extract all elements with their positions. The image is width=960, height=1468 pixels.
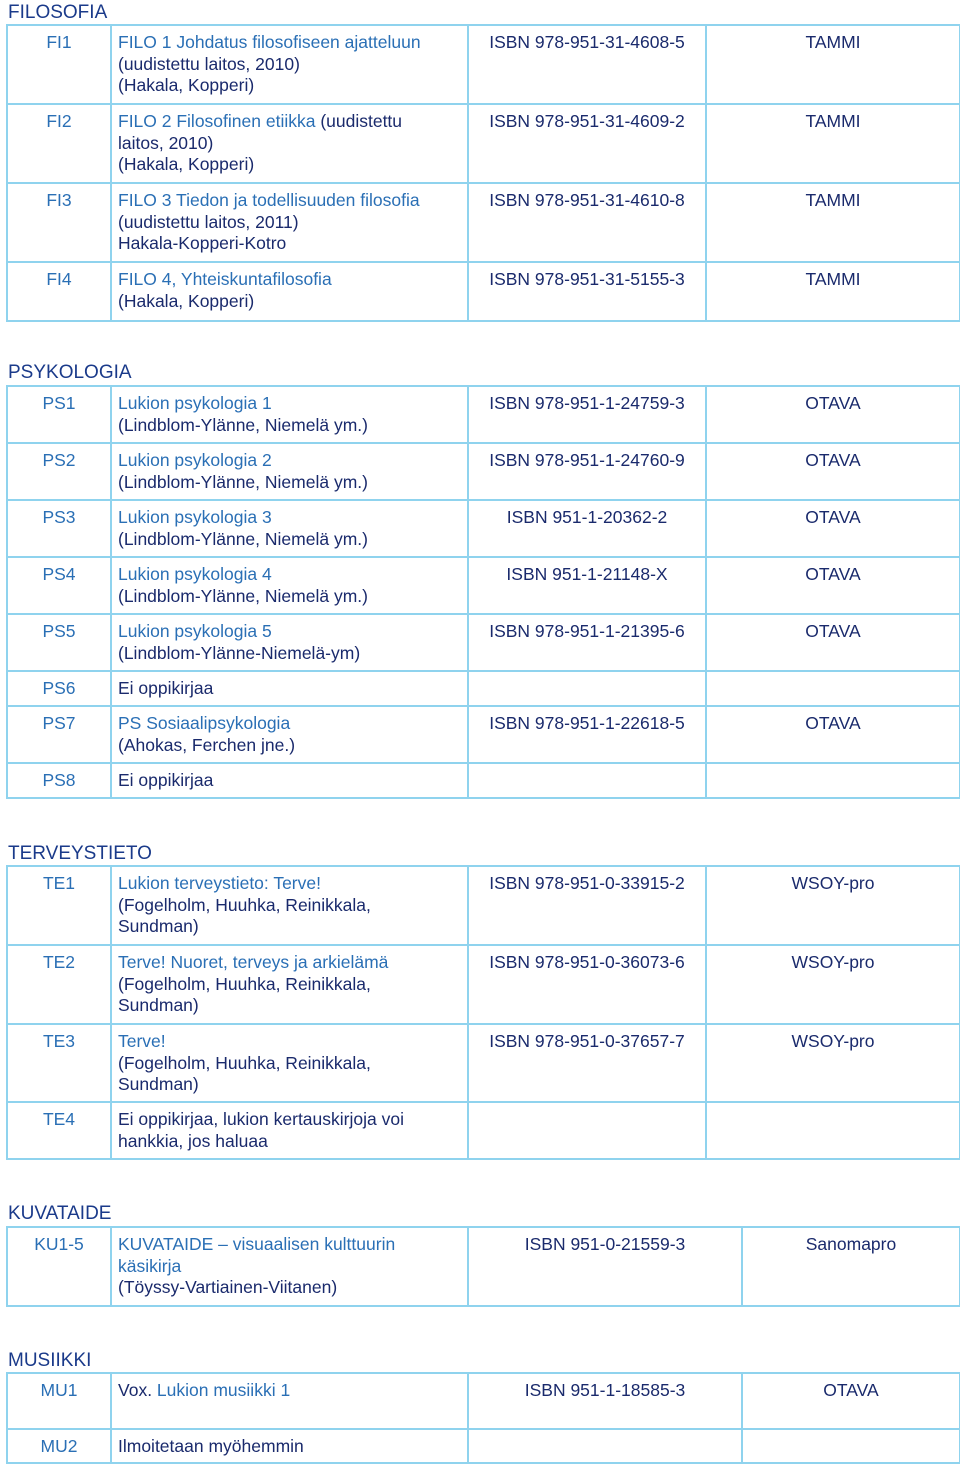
book-title-text: (uudistettu laitos, 2011) [118, 211, 299, 232]
publisher [707, 672, 960, 707]
publisher: OTAVA [707, 707, 960, 764]
book-title-text: Ei oppikirjaa [118, 678, 214, 698]
book-title-text: FILO 2 Filosofinen etiikka [118, 111, 321, 131]
book-title-text: (Lindblom-Ylänne, Niemelä ym.) [118, 585, 368, 606]
book-title-line [118, 1277, 461, 1299]
publisher: OTAVA [707, 558, 960, 615]
book-title-line [118, 233, 461, 255]
course-code: TE4 [8, 1103, 112, 1160]
publisher: TAMMI [707, 263, 960, 322]
book-title-text: Hakala-Kopperi-Kotro [118, 233, 287, 253]
book-title [112, 26, 469, 105]
table-row [8, 1430, 960, 1464]
publisher [707, 764, 960, 799]
book-title-text: FILO 1 Johdatus filosofiseen ajatteluun [118, 32, 421, 52]
book-title-text: PS Sosiaalipsykologia [118, 713, 291, 733]
book-title-line [118, 415, 461, 437]
book-title-text: (Hakala, Kopperi) [118, 154, 255, 174]
book-title-line [118, 393, 461, 415]
book-title [112, 444, 469, 501]
book-title-text: Vox. [118, 1380, 157, 1400]
publisher: OTAVA [707, 444, 960, 501]
book-title [112, 387, 469, 444]
book-title-text: FILO 3 Tiedon ja todellisuuden filosofia [118, 190, 420, 210]
table-row [8, 387, 960, 444]
table-row [8, 764, 960, 799]
table-row [8, 105, 960, 184]
book-title-text: (Ahokas, Ferchen jne.) [118, 734, 296, 755]
table-row [8, 558, 960, 615]
publisher: TAMMI [707, 26, 960, 105]
book-title-line [118, 1256, 461, 1278]
book-title-text: KUVATAIDE – visuaalisen kulttuurin [118, 1234, 396, 1254]
isbn: ISBN 951-1-21148-X [469, 558, 707, 615]
book-title-text: Lukion psykologia 1 [118, 393, 272, 413]
isbn: ISBN 978-951-0-37657-7 [469, 1025, 707, 1103]
publisher: Sanomapro [743, 1228, 960, 1307]
course-code: FI3 [8, 184, 112, 263]
publisher: OTAVA [707, 615, 960, 672]
table-row [8, 1374, 960, 1430]
section-title-musiikki: MUSIIKKI [8, 1350, 92, 1371]
course-code: PS2 [8, 444, 112, 501]
table-row [8, 501, 960, 558]
book-title-line [118, 32, 461, 54]
course-code: PS8 [8, 764, 112, 799]
table-row [8, 615, 960, 672]
book-title-line [118, 564, 461, 586]
table-row [8, 672, 960, 707]
book-title-line [118, 154, 461, 176]
section-title-filosofia: FILOSOFIA [8, 2, 108, 23]
book-title-line [118, 1074, 461, 1096]
book-title-line [118, 621, 461, 643]
book-title [112, 764, 469, 799]
course-code: MU2 [8, 1430, 112, 1464]
publisher: TAMMI [707, 184, 960, 263]
book-title [112, 558, 469, 615]
book-title [112, 615, 469, 672]
book-title-line [118, 713, 461, 735]
book-title-line [118, 54, 461, 76]
table-row [8, 867, 960, 946]
table-row [8, 444, 960, 501]
isbn [469, 764, 707, 799]
publisher: WSOY-pro [707, 1025, 960, 1103]
book-title-text: (Fogelholm, Huuhka, Reinikkala, [118, 894, 371, 915]
book-title [112, 672, 469, 707]
table-kuvataide [6, 1226, 960, 1307]
book-title-text: Sundman) [118, 1074, 199, 1094]
course-code: FI1 [8, 26, 112, 105]
publisher: TAMMI [707, 105, 960, 184]
book-title-text: Ei oppikirjaa [118, 770, 214, 790]
book-title-text: (Fogelholm, Huuhka, Reinikkala, [118, 973, 371, 994]
isbn: ISBN 978-951-0-33915-2 [469, 867, 707, 946]
book-title [112, 946, 469, 1025]
book-title-line [118, 1031, 461, 1053]
book-title-line [118, 995, 461, 1017]
course-code: KU1-5 [8, 1228, 112, 1307]
isbn: ISBN 951-0-21559-3 [469, 1228, 743, 1307]
isbn: ISBN 978-951-1-21395-6 [469, 615, 707, 672]
book-title-line [118, 770, 461, 792]
course-code: PS5 [8, 615, 112, 672]
table-row [8, 1103, 960, 1160]
publisher: OTAVA [707, 387, 960, 444]
book-title-line [118, 873, 461, 895]
book-title-line [118, 133, 461, 155]
section-title-kuvataide: KUVATAIDE [8, 1203, 112, 1224]
book-title-text: Lukion musiikki 1 [156, 1380, 291, 1400]
book-title-text: Terve! [118, 1031, 166, 1051]
course-code: TE2 [8, 946, 112, 1025]
book-title-text: Lukion psykologia 5 [118, 621, 272, 641]
publisher: WSOY-pro [707, 867, 960, 946]
book-title-text: Lukion psykologia 2 [118, 450, 272, 470]
course-code: FI2 [8, 105, 112, 184]
book-title-line [118, 1234, 461, 1256]
book-title-line [118, 916, 461, 938]
course-code: PS4 [8, 558, 112, 615]
book-title-line [118, 895, 461, 917]
book-title-line [118, 974, 461, 996]
table-terveystieto [6, 865, 960, 1160]
book-title [112, 501, 469, 558]
book-title-line [118, 1109, 461, 1131]
book-title-text: FILO 4, Yhteiskuntafilosofia [118, 269, 332, 289]
isbn: ISBN 978-951-31-4609-2 [469, 105, 707, 184]
table-musiikki [6, 1372, 960, 1464]
book-title-text: hankkia, jos haluaa [118, 1130, 268, 1151]
book-title [112, 1228, 469, 1307]
publisher: OTAVA [707, 501, 960, 558]
book-title-line [118, 190, 461, 212]
book-title-line [118, 75, 461, 97]
book-title-line [118, 111, 461, 133]
isbn: ISBN 978-951-31-4610-8 [469, 184, 707, 263]
book-title [112, 707, 469, 764]
book-title-text: käsikirja [118, 1255, 182, 1276]
book-title-text: Lukion psykologia 3 [118, 507, 272, 527]
book-title-text: (Fogelholm, Huuhka, Reinikkala, [118, 1052, 371, 1073]
section-title-psykologia: PSYKOLOGIA [8, 362, 132, 383]
book-title-text: (Lindblom-Ylänne, Niemelä ym.) [118, 414, 368, 435]
course-code: PS7 [8, 707, 112, 764]
book-title-line [118, 1380, 461, 1402]
book-title [112, 1374, 469, 1430]
book-title-text: (Lindblom-Ylänne, Niemelä ym.) [118, 528, 368, 549]
table-row [8, 707, 960, 764]
table-row [8, 26, 960, 105]
book-title-text: Lukion psykologia 4 [118, 564, 272, 584]
book-title [112, 867, 469, 946]
book-title-line [118, 1053, 461, 1075]
course-code: TE1 [8, 867, 112, 946]
table-row [8, 184, 960, 263]
book-title-text: (Töyssy-Vartiainen-Viitanen) [118, 1277, 338, 1297]
book-title [112, 184, 469, 263]
publisher: OTAVA [743, 1374, 960, 1430]
book-title-line [118, 269, 461, 291]
book-title-line [118, 529, 461, 551]
book-title-line [118, 678, 461, 700]
isbn: ISBN 978-951-31-4608-5 [469, 26, 707, 105]
table-row [8, 1025, 960, 1103]
book-title-text: Sundman) [118, 916, 199, 936]
book-title-line [118, 472, 461, 494]
publisher [743, 1430, 960, 1464]
course-code: PS6 [8, 672, 112, 707]
book-title-text: (Hakala, Kopperi) [118, 290, 255, 311]
book-title-text: Ei oppikirjaa, lukion kertauskirjoja voi [118, 1109, 404, 1129]
isbn [469, 1103, 707, 1160]
book-title-text: laitos, 2010) [118, 132, 214, 153]
book-title-line [118, 586, 461, 608]
isbn: ISBN 951-1-18585-3 [469, 1374, 743, 1430]
book-title [112, 1103, 469, 1160]
book-title-text: (uudistettu laitos, 2010) [118, 53, 300, 74]
book-title-line [118, 450, 461, 472]
book-title-text: (uudistettu [320, 111, 403, 131]
course-code: TE3 [8, 1025, 112, 1103]
book-title-line [118, 212, 461, 234]
book-title [112, 105, 469, 184]
publisher [707, 1103, 960, 1160]
book-title-line [118, 507, 461, 529]
book-title-text: (Hakala, Kopperi) [118, 75, 255, 95]
book-title-text: Ilmoitetaan myöhemmin [118, 1436, 304, 1456]
book-title [112, 1025, 469, 1103]
course-code: FI4 [8, 263, 112, 322]
isbn [469, 1430, 743, 1464]
book-title-line [118, 735, 461, 757]
isbn: ISBN 951-1-20362-2 [469, 501, 707, 558]
book-title-line [118, 1131, 461, 1153]
section-title-terveystieto: TERVEYSTIETO [8, 843, 152, 864]
book-title-text: Terve! Nuoret, terveys ja arkielämä [118, 952, 389, 972]
isbn: ISBN 978-951-1-24759-3 [469, 387, 707, 444]
book-title-line [118, 643, 461, 665]
book-title-line [118, 1436, 461, 1458]
book-title [112, 263, 469, 322]
book-title-line [118, 291, 461, 313]
isbn: ISBN 978-951-31-5155-3 [469, 263, 707, 322]
book-title-text: (Lindblom-Ylänne-Niemelä-ym) [118, 642, 361, 663]
isbn [469, 672, 707, 707]
isbn: ISBN 978-951-0-36073-6 [469, 946, 707, 1025]
table-row [8, 263, 960, 322]
book-title-text: Lukion terveystieto: Terve! [118, 873, 321, 893]
book-title-text: (Lindblom-Ylänne, Niemelä ym.) [118, 471, 368, 492]
course-code: PS3 [8, 501, 112, 558]
course-code: MU1 [8, 1374, 112, 1430]
isbn: ISBN 978-951-1-22618-5 [469, 707, 707, 764]
publisher: WSOY-pro [707, 946, 960, 1025]
table-filosofia [6, 24, 960, 322]
table-row [8, 946, 960, 1025]
table-row [8, 1228, 960, 1307]
book-title-text: Sundman) [118, 995, 199, 1015]
table-psykologia [6, 385, 960, 799]
isbn: ISBN 978-951-1-24760-9 [469, 444, 707, 501]
book-title [112, 1430, 469, 1464]
book-title-line [118, 952, 461, 974]
course-code: PS1 [8, 387, 112, 444]
